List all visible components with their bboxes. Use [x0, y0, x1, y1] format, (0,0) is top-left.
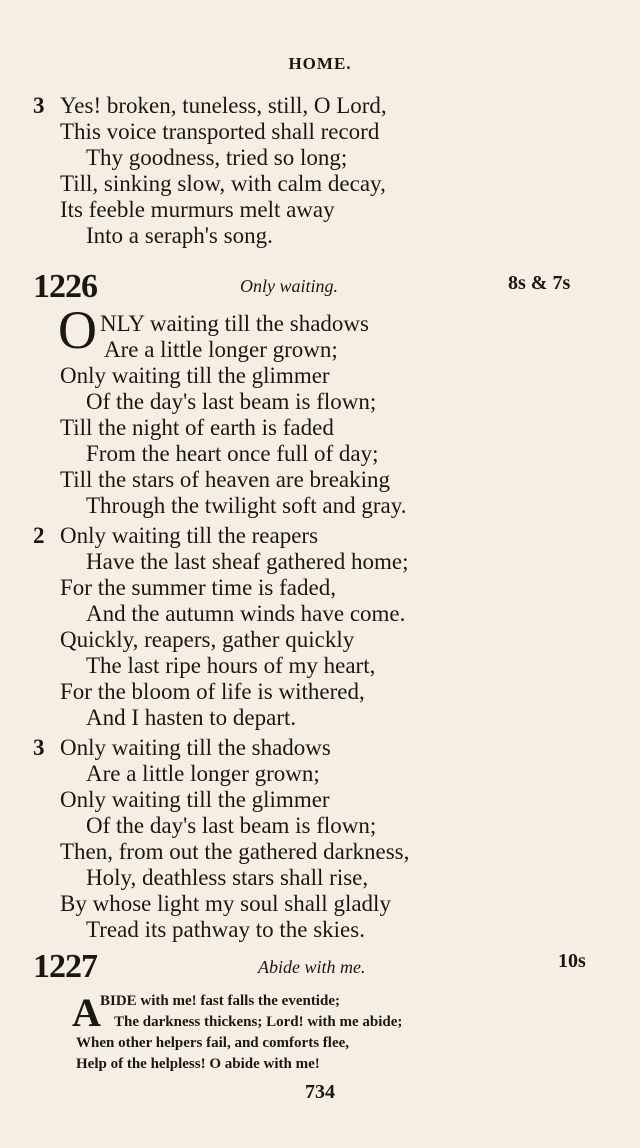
verse-line: By whose light my soul shall gladly [60, 891, 391, 916]
page-header: HOME. [288, 54, 352, 73]
verse-number: 3 [33, 735, 45, 760]
verse-line: Till the stars of heaven are breaking [60, 467, 390, 492]
verse-line: From the heart once full of day; [86, 441, 379, 466]
verse-line: The last ripe hours of my heart, [86, 653, 376, 678]
verse-line: This voice transported shall record [60, 119, 380, 144]
verse-line: 2 Only waiting till the reapers [33, 523, 319, 548]
verse-line: 3 Yes! broken, tuneless, still, O Lord, [33, 93, 387, 118]
verse-line: Only waiting till the glimmer [60, 363, 330, 388]
verse-number: 3 [33, 93, 45, 118]
hymn-1227-heading [0, 948, 640, 988]
verse-line: Till, sinking slow, with calm decay, [60, 171, 386, 196]
verse-line: Of the day's last beam is flown; [86, 813, 377, 838]
verse-line: Holy, deathless stars shall rise, [86, 865, 369, 890]
verse-line: Through the twilight soft and gray. [86, 493, 407, 518]
verse-number: 2 [33, 523, 45, 548]
hymn-meter: 8s & 7s [508, 272, 571, 294]
verse-line: Help of the helpless! O abide with me! [76, 1056, 320, 1072]
hymn-number: 1227 [33, 948, 97, 985]
verse-line: Tread its pathway to the skies. [86, 917, 365, 942]
verse-line: Thy goodness, tried so long; [86, 145, 348, 170]
hymn-title: Abide with me. [258, 957, 366, 977]
drop-cap: O [58, 300, 97, 360]
drop-cap: A [72, 990, 101, 1035]
page-number: 734 [305, 1081, 335, 1103]
hymn-meter: 10s [558, 950, 586, 972]
hymn-title: Only waiting. [240, 276, 338, 296]
verse-line: Quickly, reapers, gather quickly [60, 627, 355, 652]
verse-line: For the bloom of life is withered, [60, 679, 365, 704]
verse-line: Then, from out the gathered darkness, [60, 839, 410, 864]
verse-line: 3 Only waiting till the shadows [33, 735, 331, 760]
hymn-number: 1226 [33, 268, 97, 305]
verse-line: The darkness thickens; Lord! with me abide; [114, 1014, 403, 1030]
verse-line: Into a seraph's song. [86, 223, 273, 248]
verse-line: BIDE with me! fast falls the eventide; [100, 993, 340, 1009]
verse-line: Till the night of earth is faded [60, 415, 334, 440]
verse-line: When other helpers fail, and comforts flee, [76, 1035, 350, 1051]
verse-line: And the autumn winds have come. [86, 601, 406, 626]
verse-line: Have the last sheaf gathered home; [86, 549, 409, 574]
verse-line: Are a little longer grown; [104, 337, 338, 362]
verse-line: For the summer time is faded, [60, 575, 336, 600]
verse-line: And I hasten to depart. [86, 705, 297, 730]
verse-line: Are a little longer grown; [86, 761, 320, 786]
verse-line: Of the day's last beam is flown; [86, 389, 377, 414]
verse-line: NLY waiting till the shadows [100, 311, 369, 336]
verse-line: Its feeble murmurs melt away [60, 197, 335, 222]
verse-line: Only waiting till the glimmer [60, 787, 330, 812]
